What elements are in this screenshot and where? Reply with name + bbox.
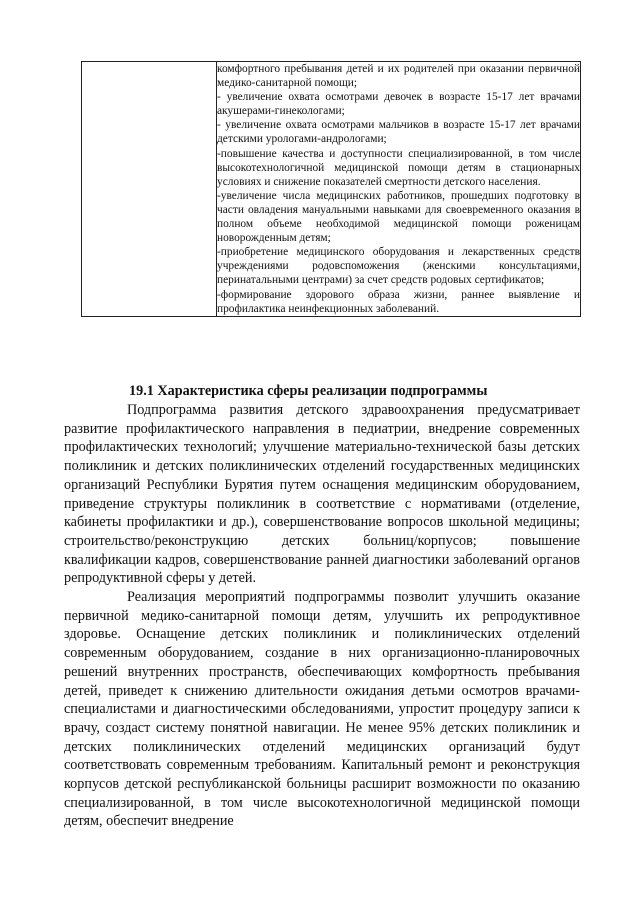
section-paragraph-1: Подпрограмма развития детского здравоохранения предусматривает развитие профилактического направления в педиатрии, внедрение современных профилактических технологий; улучшение материально-технической базы детских поликлиник и детских поликлинических отделений государственных медицинских организаций Республики Бурятия путем оснащения медицинским оборудованием, приведение структуры поликлиник в соответствие с нормативами (отделение, кабинеты профилактики и др.), совершенствование вопросов школьной медицины; строительство/реконструкцию детских больниц/корпусов; повышение квалификации кадров, совершенствование ранней диагностики заболеваний органов репродуктивной сферы у детей. (64, 402, 580, 587)
empty-left-cell (82, 62, 217, 317)
section-paragraph-2: Реализация мероприятий подпрограммы позволит улучшить оказание первичной медико-санитарной помощи детям, улучшить их репродуктивное здоровье. Оснащение детских поликлиник и поликлинических отделений современным оборудованием, создание в них организационно-планировочных решений внутренних пространств, обеспечивающих комфортность пребывания детей, приведет к снижению длительности ожидания детьми осмотров врачами-специалистами и диагностическими обследованиями, упростит процедуру записи к врачу, создаст систему понятной навигации. Не менее 95% детских поликлиник и детских поликлинических отделений медицинских организаций будут соответствовать современным требованиям. Капитальный ремонт и реконструкция корпусов детской республиканской больницы расширит возможности по оказанию специализированной, в том числе высокотехнологичной медицинской помощи детям, обеспечит внедрение (64, 589, 580, 830)
outcome-item: -повышение качества и доступности специализированной, в том числе высокотехнологичной медицинской помощи детям в стационарных условиях и снижение показателей смертности детского населения. (217, 147, 580, 188)
outcome-item: -формирование здорового образа жизни, раннее выявление и профилактика неинфекционных заболеваний. (217, 288, 580, 315)
outcomes-cell (217, 62, 581, 317)
outcome-item: -увеличение числа медицинских работников, прошедших подготовку в части овладения мануальными навыками для своевременного оказания в полном объеме необходимой медицинской помощи роженицам новорожденным детям; (217, 189, 580, 245)
outcomes-table (81, 61, 581, 317)
outcome-item: -приобретение медицинского оборудования и лекарственных средств учреждениями родовспоможения (женскими консультациями, перинатальными центрами) за счет средств родовых сертификатов; (217, 246, 580, 287)
outcome-item: - увеличение охвата осмотрами девочек в возрасте 15-17 лет врачами акушерами-гинекологами; (217, 91, 580, 118)
section-19-1 (64, 382, 580, 831)
outcome-item: комфортного пребывания детей и их родителей при оказании первичной медико-санитарной помощи; (217, 63, 580, 90)
section-heading: 19.1 Характеристика сферы реализации подпрограммы (129, 383, 488, 399)
table-row (82, 62, 581, 317)
outcome-item: - увеличение охвата осмотрами мальчиков в возрасте 15-17 лет врачами детскими урологами-андрологами; (217, 119, 580, 146)
